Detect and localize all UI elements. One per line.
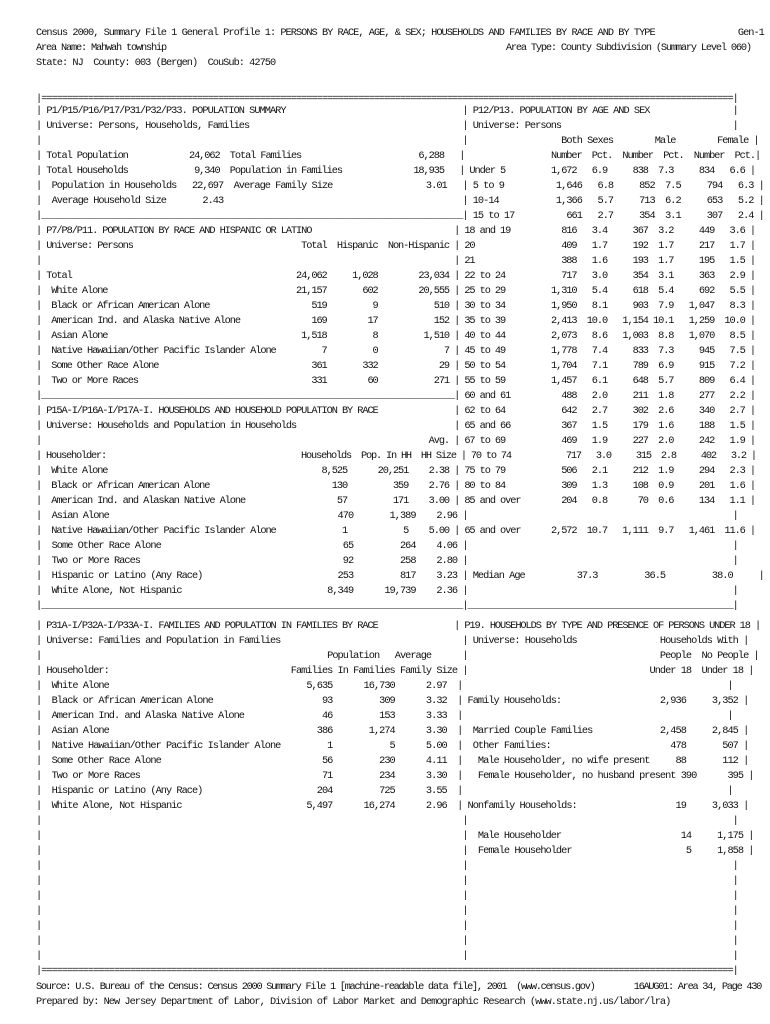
report-line: | P31A-I/P32A-I/P33A-I. FAMILIES AND POPULATION IN FAMILIES BY RACE | P19. HOUSEHOLDS BY TYPE AND PRESENCE OF PERSONS UNDER 18 | <box>36 620 761 632</box>
report-line: | American Ind. and Alaska Native Alone 46 153 3.33 | | <box>36 710 733 722</box>
report-line: | American Ind. and Alaskan Native Alone 57 171 3.00 | 85 and over 204 0.8 70 0.6 134 1.1 | <box>36 495 755 507</box>
report-line: | Universe: Persons, Households, Families | Universe: Persons | <box>36 120 738 132</box>
report-line: | Universe: Persons Total Hispanic Non-Hispanic | 20 409 1.7 192 1.7 217 1.7 | <box>36 240 755 252</box>
report-line: | Two or More Races 331 60 271 | 55 to 59 1,457 6.1 648 5.7 809 6.4 | <box>36 375 755 387</box>
report-line: | Average Household Size 2.43 | 10-14 1,366 5.7 713 6.2 653 5.2 | <box>36 195 764 207</box>
report-line: State: NJ County: 003 (Bergen) CouSub: 42750 <box>36 57 276 69</box>
report-line: | P15A-I/P16A-I/P17A-I. HOUSEHOLDS AND HOUSEHOLD POPULATION BY RACE | 62 to 64 642 2.7 302 2.6 340 2.7 | <box>36 405 755 417</box>
report-line: | | | <box>36 935 738 947</box>
report-line: Area Name: Mahwah township Area Type: County Subdivision (Summary Level 060) <box>36 42 751 54</box>
report-line: | Total Households 9,340 Population in Families 18,935 | Under 5 1,672 6.9 838 7.3 834 6.6 | <box>36 165 755 177</box>
report-line: | Two or More Races 71 234 3.30 | Female Householder, no husband present 390 395 | <box>36 770 754 782</box>
report-line: | Some Other Race Alone 361 332 29 | 50 to 54 1,704 7.1 789 6.9 915 7.2 | <box>36 360 755 372</box>
report-line: | | Male Householder 14 1,175 | <box>36 830 754 842</box>
report-line: | | | <box>36 905 738 917</box>
report-line: | Native Hawaiian/Other Pacific Islander Alone 7 0 7 | 45 to 49 1,778 7.4 833 7.3 945 7.5 | <box>36 345 755 357</box>
report-line: |_________________________________________________________________________________| 60 and 61 488 2.0 211 1.8 277 2.2 | <box>36 390 755 402</box>
report-line: |=====================================================================================================================================| <box>36 93 738 105</box>
report-line: | American Ind. and Alaska Native Alone 169 17 152 | 35 to 39 2,413 10.0 1,154 10.1 1,259 10.0 | <box>36 315 755 327</box>
report-line: | Black or African American Alone 93 309 3.32 | Family Households: 2,936 3,352 | <box>36 695 749 707</box>
report-line: | Hispanic or Latino (Any Race) 253 817 3.23 | Median Age 37.3 36.5 38.0 | <box>36 570 764 582</box>
report-line: | Population in Households 22,697 Average Family Size 3.01 | 5 to 9 1,646 6.8 852 7.5 794 6.3 | <box>36 180 764 192</box>
report-line: | Some Other Race Alone 65 264 4.06 | | <box>36 540 738 552</box>
report-line: |=====================================================================================================================================| <box>36 965 738 977</box>
report-line: | | 21 388 1.6 193 1.7 195 1.5 | <box>36 255 755 267</box>
report-line: Census 2000, Summary File 1 General Profile 1: PERSONS BY RACE, AGE, & SEX; HOUSEHOLDS AND FAMILIES BY RACE AND BY TYPE Gen-1 <box>36 27 764 39</box>
report-line: | White Alone, Not Hispanic 5,497 16,274 2.96 | Nonfamily Households: 19 3,033 | <box>36 800 749 812</box>
report-line: | | | <box>36 860 738 872</box>
report-line: | White Alone 21,157 602 20,555 | 25 to 29 1,310 5.4 618 5.4 692 5.5 | <box>36 285 755 297</box>
report-line: | | | <box>36 875 738 887</box>
report-line: | Black or African American Alone 130 359 2.76 | 80 to 84 309 1.3 108 0.9 201 1.6 | <box>36 480 755 492</box>
report-line: | Hispanic or Latino (Any Race) 204 725 3.55 | | <box>36 785 733 797</box>
report-line: | | Female Householder 5 1,858 | <box>36 845 754 857</box>
report-line: | Native Hawaiian/Other Pacific Islander Alone 1 5 5.00 | Other Families: 478 507 | <box>36 740 749 752</box>
report-line: | Some Other Race Alone 56 230 4.11 | Male Householder, no wife present 88 112 | <box>36 755 749 767</box>
report-line: | Native Hawaiian/Other Pacific Islander Alone 1 5 5.00 | 65 and over 2,572 10.7 1,111 9.7 1,461 11.6 | <box>36 525 755 537</box>
report-line: | | | <box>36 920 738 932</box>
report-line: | Asian Alone 386 1,274 3.30 | Married Couple Families 2,458 2,845 | <box>36 725 749 737</box>
report-line: | White Alone, Not Hispanic 8,349 19,739 2.36 | | <box>36 585 738 597</box>
report-line: | Avg. | 67 to 69 469 1.9 227 2.0 242 1.9 | <box>36 435 755 447</box>
report-line: | Householder: Families In Families Family Size | Under 18 Under 18 | <box>36 665 754 677</box>
report-line: | White Alone 5,635 16,730 2.97 | | <box>36 680 733 692</box>
report-line: | Householder: Households Pop. In HH HH Size | 70 to 74 717 3.0 315 2.8 402 3.2 | <box>36 450 756 462</box>
report-line: | White Alone 8,525 20,251 2.38 | 75 to 79 506 2.1 212 1.9 294 2.3 | <box>36 465 755 477</box>
report-line: | Population Average | People No People | <box>36 650 759 662</box>
report-line: | Universe: Families and Population in Families | Universe: Households Households With | <box>36 635 749 647</box>
report-line: | Asian Alone 470 1,389 2.96 | | <box>36 510 738 522</box>
report-line: |_________________________________________________________________________________| 15 to 17 661 2.7 354 3.1 307 2.4 | <box>36 210 764 222</box>
report-line: Prepared by: New Jersey Department of Labor, Division of Labor Market and Demographic Research (www.state.nj.us/labor/lra) <box>36 996 671 1008</box>
report-line: | P7/P8/P11. POPULATION BY RACE AND HISPANIC OR LATINO | 18 and 19 816 3.4 367 3.2 449 3.6 | <box>36 225 755 237</box>
report-line: | Total Population 24,062 Total Families 6,288 | Number Pct. Number Pct. Number Pct.| <box>36 150 761 162</box>
report-line: |_________________________________________________________________________________|___________________________________________________| <box>36 600 738 612</box>
report-line: Source: U.S. Bureau of the Census: Census 2000 Summary File 1 [machine-readable data file], 2001 (www.census.gov) 16AUG01: Area 34, Page 430 <box>36 981 762 993</box>
report-line: | Asian Alone 1,518 8 1,510 | 40 to 44 2,073 8.6 1,003 8.8 1,070 8.5 | <box>36 330 755 342</box>
report-line: | P1/P15/P16/P17/P31/P32/P33. POPULATION SUMMARY | P12/P13. POPULATION BY AGE AND SEX | <box>36 105 738 117</box>
report-line: | Universe: Households and Population in Households | 65 and 66 367 1.5 179 1.6 188 1.5 | <box>36 420 755 432</box>
report-line: | | | <box>36 950 738 962</box>
report-line: | Two or More Races 92 258 2.80 | | <box>36 555 738 567</box>
report-line: | | | <box>36 815 738 827</box>
report-line: | | | <box>36 890 738 902</box>
report-line: | Total 24,062 1,028 23,034 | 22 to 24 717 3.0 354 3.1 363 2.9 | <box>36 270 755 282</box>
report-line: | Black or African American Alone 519 9 510 | 30 to 34 1,950 8.1 903 7.9 1,047 8.3 | <box>36 300 755 312</box>
report-line: | | Both Sexes Male Female | <box>36 135 759 147</box>
